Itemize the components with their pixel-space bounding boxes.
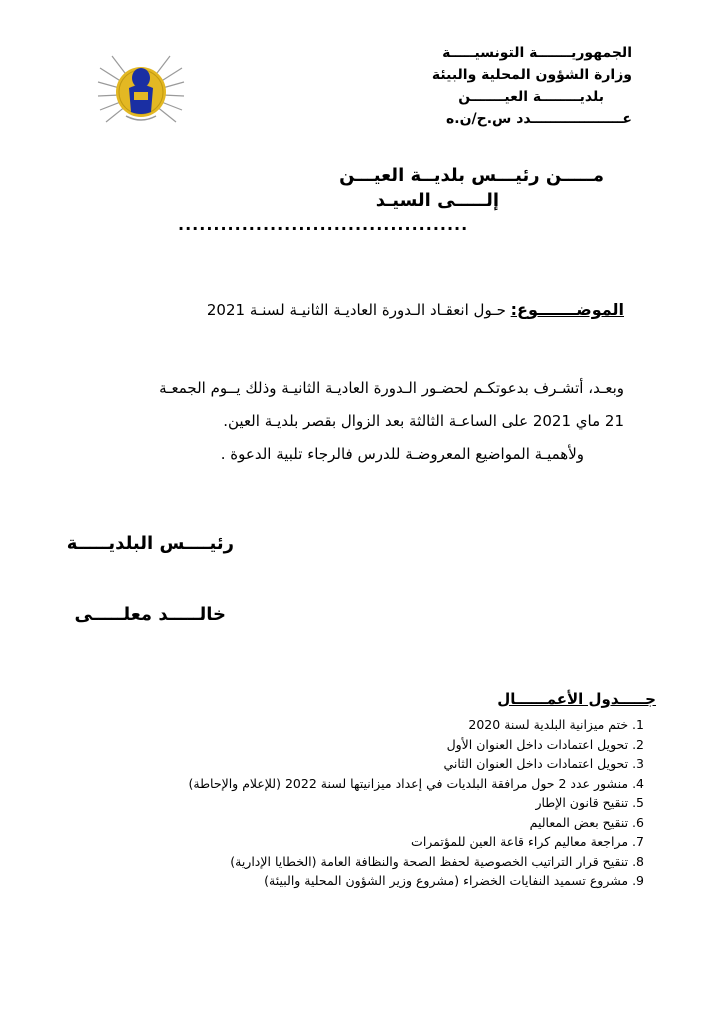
agenda-item: 6. تنقيح بعض المعاليم	[529, 814, 644, 830]
municipality-emblem-icon	[96, 48, 186, 136]
subject-label: الموضـــــــوع:	[510, 300, 624, 319]
letterhead-reference: عـــــــــــــــــــدد س.ح/ن.ه	[446, 111, 632, 127]
letterhead-republic: الجمهوريـــــــة التونسيـــــة	[442, 45, 632, 61]
signature-title: رئيــــس البلديـــــة	[66, 533, 234, 554]
agenda-item: 5. تنقيح قانون الإطار	[535, 795, 644, 810]
agenda-item: 9. مشروع تسميد النفايات الخضراء (مشروع وزير الشؤون المحلية والبيئة)	[264, 873, 644, 888]
body-paragraph-1-line-1: وبعـد، أتشـرف بدعوتكـم لحضـور الـدورة العاديـة الثانيـة وذلك يــوم الجمعـة	[159, 379, 624, 397]
letterhead	[272, 42, 632, 130]
agenda-item: 7. مراجعة معاليم كراء قاعة العين للمؤتمرات	[411, 834, 644, 849]
body-paragraph-1-line-2: 21 ماي 2021 على الساعـة الثالثة بعد الزوال بقصر بلديـة العين.	[223, 412, 624, 430]
agenda-title: جـــــدول الأعمــــــال	[497, 690, 656, 708]
sender-line: مـــــن رئيـــس بلديــة العيـــن	[339, 165, 604, 186]
recipient-label: إلـــــى السيـد	[375, 190, 499, 211]
letterhead-municipality: بلديــــــــة العيـــــــن	[458, 89, 604, 105]
subject-line	[207, 300, 624, 319]
agenda-item: 4. منشور عدد 2 حول مرافقة البلديات في إعداد ميزانيتها لسنة 2022 (للإعلام والإحاطة)	[188, 775, 644, 791]
agenda-item: 8. تنقيح قرار التراتيب الخصوصية لحفظ الصحة والنظافة العامة (الخطايا الإدارية)	[230, 853, 644, 869]
signature-name: خالـــــد معلـــــى	[74, 604, 226, 625]
letterhead-ministry: وزارة الشؤون المحلية والبيئة	[431, 67, 632, 83]
agenda-list	[84, 715, 644, 891]
recipient-placeholder: .........................................	[178, 215, 469, 234]
subject-text: حـول انعقـاد الـدورة العاديـة الثانيـة لسنـة 2021	[206, 301, 506, 319]
body-paragraph-2: ولأهميـة المواضيع المعروضـة للدرس فالرجاء تلبية الدعوة .	[220, 445, 584, 463]
letter-body	[94, 372, 624, 471]
agenda-item: 1. ختم ميزانية البلدية لسنة 2020	[468, 717, 644, 732]
agenda-item: 3. تحويل اعتمادات داخل العنوان الثاني	[443, 756, 644, 771]
agenda-item: 2. تحويل اعتمادات داخل العنوان الأول	[446, 736, 644, 752]
